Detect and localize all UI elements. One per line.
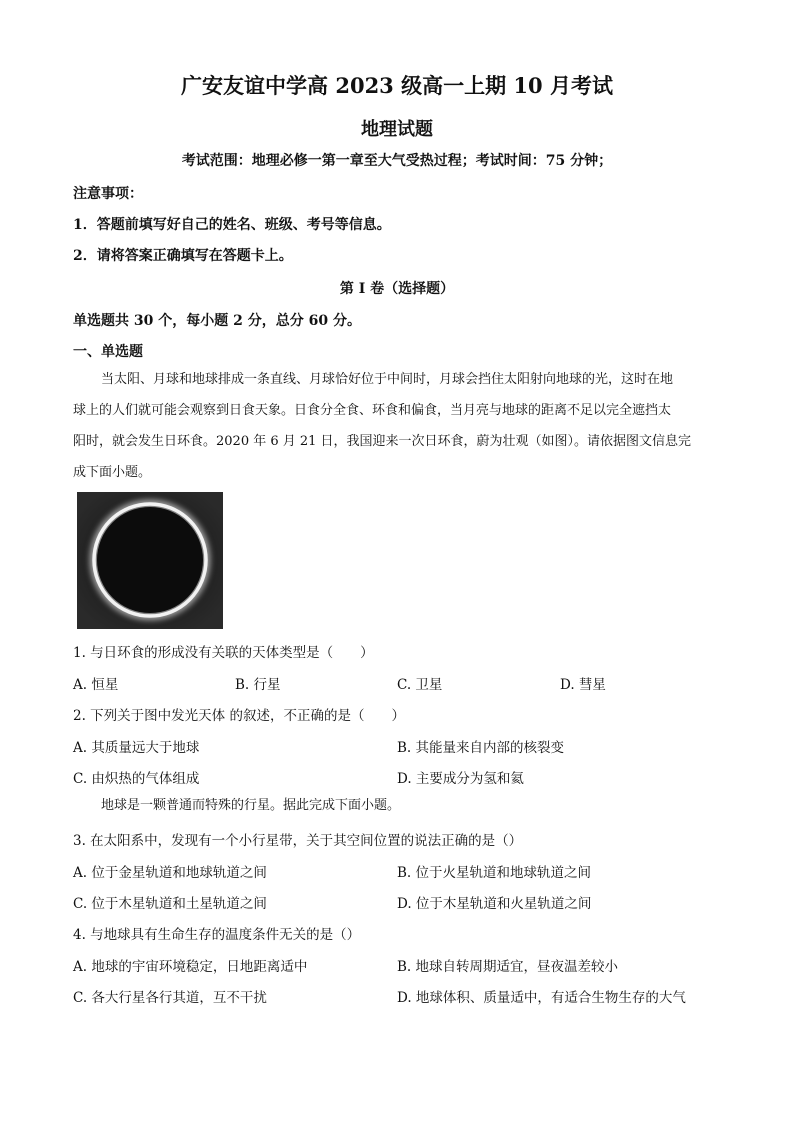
question-2-option-a[interactable]: A. 其质量远大于地球 [73, 740, 200, 756]
passage-line: 成下面小题。 [73, 465, 152, 480]
question-4-option-a[interactable]: A. 地球的宇宙环境稳定，日地距离适中 [73, 959, 308, 975]
question-1-stem: 1. 与日环食的形成没有关联的天体类型是（ ） [73, 645, 374, 661]
passage-line: 阳时，就会发生日环食。2020 年 6 月 21 日，我国迎来一次日环食，蔚为壮观（如图）。请依据图文信息完 [73, 434, 692, 449]
part-heading: 一、单选题 [73, 344, 143, 360]
section-heading: 第 I 卷（选择题） [339, 281, 455, 297]
question-3-option-c[interactable]: C. 位于木星轨道和土星轨道之间 [73, 896, 267, 912]
question-1-option-a[interactable]: A. 恒星 [73, 677, 119, 693]
question-1-option-d[interactable]: D. 彗星 [560, 677, 606, 693]
question-2-option-c[interactable]: C. 由炽热的气体组成 [73, 771, 200, 787]
question-2-stem: 2. 下列关于图中发光天体 的叙述，不正确的是（ ） [73, 708, 405, 724]
question-3-stem: 3. 在太阳系中，发现有一个小行星带，关于其空间位置的说法正确的是（） [73, 833, 523, 849]
annular-eclipse-photo [77, 492, 223, 629]
exam-title: 广安友谊中学高 2023 级高一上期 10 月考试 [181, 73, 613, 98]
question-2-option-d[interactable]: D. 主要成分为氢和氦 [397, 771, 524, 787]
question-3-option-b[interactable]: B. 位于火星轨道和地球轨道之间 [397, 865, 592, 881]
question-1-option-c[interactable]: C. 卫星 [397, 677, 443, 693]
exam-scope: 考试范围：地理必修一第一章至大气受热过程；考试时间：75 分钟； [181, 153, 613, 169]
passage-2: 地球是一颗普通而特殊的行星。据此完成下面小题。 [101, 798, 401, 813]
question-3-option-a[interactable]: A. 位于金星轨道和地球轨道之间 [73, 865, 267, 881]
passage-line: 当太阳、月球和地球排成一条直线、月球恰好位于中间时，月球会挡住太阳射向地球的光，这时在地 [101, 372, 674, 387]
question-3-option-d[interactable]: D. 位于木星轨道和火星轨道之间 [397, 896, 592, 912]
question-4-stem: 4. 与地球具有生命生存的温度条件无关的是（） [73, 927, 361, 943]
passage-line: 球上的人们就可能会观察到日食天象。日食分全食、环食和偏食，当月亮与地球的距离不足以完全遮挡太 [73, 403, 672, 418]
question-4-option-d[interactable]: D. 地球体积、质量适中，有适合生物生存的大气 [397, 990, 686, 1006]
question-4-option-c[interactable]: C. 各大行星各行其道，互不干扰 [73, 990, 267, 1006]
question-4-option-b[interactable]: B. 地球自转周期适宜，昼夜温差较小 [397, 959, 619, 975]
note-item: 2．请将答案正确填写在答题卡上。 [73, 248, 293, 264]
exam-subtitle: 地理试题 [361, 119, 433, 140]
eclipse-ring-icon [77, 492, 223, 629]
question-2-option-b[interactable]: B. 其能量来自内部的核裂变 [397, 740, 565, 756]
notes-heading: 注意事项： [73, 186, 143, 202]
section-summary: 单选题共 30 个，每小题 2 分，总分 60 分。 [73, 313, 361, 329]
note-item: 1．答题前填写好自己的姓名、班级、考号等信息。 [73, 217, 391, 233]
question-1-option-b[interactable]: B. 行星 [235, 677, 281, 693]
